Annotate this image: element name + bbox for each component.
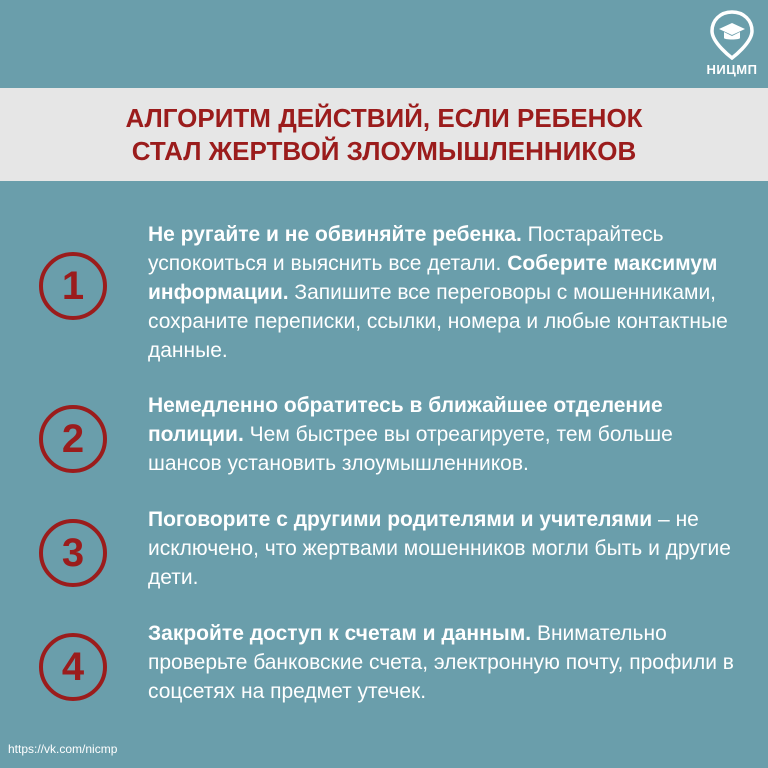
- step-bold-text: Соберите максимум информации.: [148, 252, 718, 304]
- step-number: 1: [61, 263, 85, 308]
- step-body-text: – не исключено, что жертвами мошенников могли быть и другие дети.: [148, 508, 731, 589]
- step-number: 3: [61, 530, 85, 575]
- step-number-badge: [39, 405, 107, 473]
- brand-logo: [700, 10, 764, 82]
- step-number-badge: [39, 633, 107, 701]
- step-text: [148, 391, 738, 478]
- brand-name: НИЦМП: [706, 62, 758, 77]
- step-number: 4: [61, 644, 85, 689]
- step-text: [148, 220, 738, 365]
- step-number-badge: [39, 252, 107, 320]
- step-bold-text: Не ругайте и не обвиняйте ребенка.: [148, 223, 522, 246]
- title-banner: [0, 88, 768, 181]
- step-bold-text: Поговорите с другими родителями и учителями: [148, 508, 653, 531]
- step-body-text: Чем быстрее вы отреагируете, тем больше шансов установить злоумышленников.: [148, 423, 673, 475]
- step-body-text: Постарайтесь успокоиться и выяснить все детали.: [148, 223, 664, 275]
- step-bold-text: Немедленно обратитесь в ближайшее отделение полиции.: [148, 394, 663, 446]
- step-number-badge: [39, 519, 107, 587]
- step-number: 2: [61, 416, 85, 461]
- step-body-text: Запишите все переговоры с мошенниками, сохраните переписки, ссылки, номера и любые контактные данные.: [148, 281, 728, 362]
- title-line-2: СТАЛ ЖЕРТВОЙ ЗЛОУМЫШЛЕННИКОВ: [131, 135, 637, 166]
- step-text: [148, 619, 738, 706]
- step-bold-text: Закройте доступ к счетам и данным.: [148, 622, 532, 645]
- step-text: [148, 505, 738, 592]
- step-body-text: Внимательно проверьте банковские счета, электронную почту, профили в соцсетях на предмет утечек.: [148, 622, 734, 703]
- map-pin-graduation-cap-icon: [709, 10, 755, 60]
- source-link[interactable]: https://vk.com/nicmp: [8, 742, 118, 756]
- title-line-1: АЛГОРИТМ ДЕЙСТВИЙ, ЕСЛИ РЕБЕНОК: [125, 102, 643, 133]
